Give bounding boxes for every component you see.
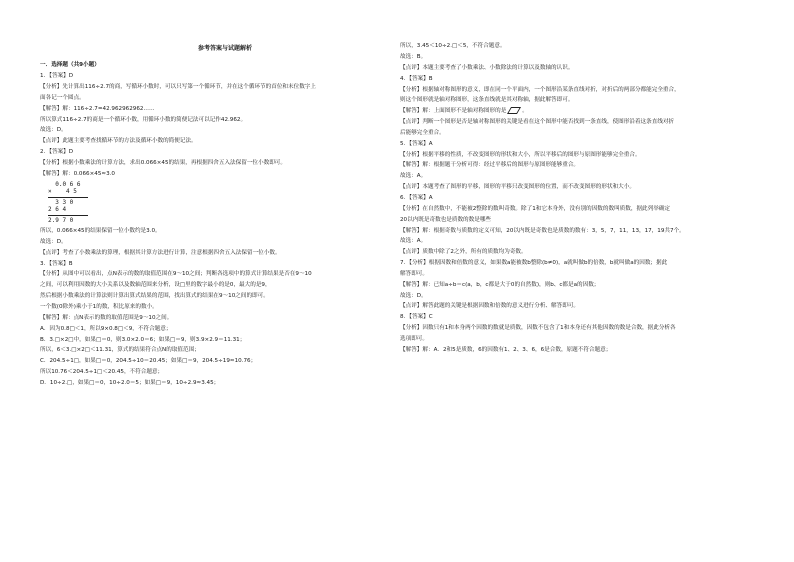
line-text: 1．【答案】D [40, 73, 74, 80]
line-text: 【分析】根据小数乘法的计算方法，求出0.066×45的结果，再根据四舍五入法保留一位小数即可。 [40, 159, 286, 166]
text-line [400, 216, 770, 225]
text-line [400, 172, 770, 181]
line-text: 【点评】本题主要考查了小数乘法、小数除法的计算以及数轴的认识。 [400, 64, 574, 71]
text-line [40, 270, 410, 279]
line-text: 所以，0.066×45的结果保留一位小数约是3.0。 [40, 228, 161, 235]
line-text: 3．【答案】B [40, 260, 73, 267]
text-line [400, 96, 770, 105]
text-line [40, 336, 410, 345]
parallelogram-icon [507, 107, 521, 114]
right-column [400, 0, 770, 357]
line-text: 【点评】判断一个图形是否是轴对称图形的关键是看在这个图形中能否找到一条直线，使图形沿着这条直线对折 [400, 119, 675, 126]
text-line [400, 324, 770, 333]
text-line [400, 281, 770, 290]
line-text: 【解答】解：116÷2.7=42.962962962…… [40, 105, 155, 112]
line-text: 然后根据小数乘法的计算法则计算出算式结果的范围，找出算式的结果在9～10之间的即可。 [40, 293, 269, 300]
line-text: 【点评】质数中除了2之外，所有的质数均为奇数。 [400, 249, 527, 256]
text-line [40, 368, 410, 377]
text-line [400, 161, 770, 170]
text-line [400, 42, 770, 51]
line-text: 2．【答案】D [40, 149, 74, 156]
text-line [400, 335, 770, 344]
text-line [400, 118, 770, 127]
left-column [40, 0, 410, 390]
text-line [40, 314, 410, 323]
text-line [400, 292, 770, 301]
calc-row: × 4 5 [48, 188, 77, 196]
line-text: 【点评】本题考查了图形的平移，图形的平移只改变图形的位置，而不改变图形的形状和大小。 [400, 184, 635, 191]
text-line [400, 259, 770, 268]
line-text: 故选：B。 [400, 54, 427, 61]
line-text: 故选：D。 [40, 127, 67, 134]
answer-line [40, 260, 410, 269]
answer-line [400, 313, 770, 322]
line-text: 20以内既是奇数也是质数的数是哪些 [400, 216, 492, 223]
section-heading [40, 61, 410, 70]
line-text: 【解答】解：上面图形不是轴对称图形的是 [400, 108, 507, 115]
text-line [40, 105, 410, 114]
calc-row: 2.9 7 0 [48, 216, 74, 224]
line-text: 故选：A。 [400, 238, 427, 245]
text-line [40, 281, 410, 290]
line-text: 选项即可。 [400, 335, 428, 342]
line-text: 【分析】根据平移的性质，不改变图形的形状和大小，所以平移后的图形与原图形能够完全重合。 [400, 151, 641, 158]
text-line [40, 325, 410, 334]
line-text: 所以，3.45＜10÷2.□＜5，不符合题意。 [400, 43, 506, 50]
text-line [400, 53, 770, 62]
line-text: 【点评】解答此题的关键是根据因数和倍数的意义进行分析、解答即可。 [400, 303, 580, 310]
line-text: 8．【答案】C [400, 314, 433, 321]
answer-line [40, 72, 410, 81]
calc-rule [48, 215, 88, 216]
text-line [40, 116, 410, 125]
line-text: B．3.□×2□中，如果□＝0，则3.0×2.0＝6；如果□＝9，则3.9×2.9＝11.31； [40, 336, 246, 343]
line-text: 【分析】根据轴对称图形的意义，即在同一个平面内，一个图形沿某条直线对折，对折后的两部分都能完全重合， [400, 86, 680, 93]
text-line [40, 227, 410, 236]
line-text: 则这个图形就是轴对称图形，这条直线就是其对称轴，据此解答即可。 [400, 97, 574, 104]
line-text: 6．【答案】A [400, 195, 433, 201]
text-line [40, 159, 410, 168]
line-text: 故选：D。 [400, 292, 427, 299]
text-line [400, 346, 770, 355]
line-text: 面各记一个圆点。 [40, 94, 85, 101]
line-text: 【解答】解：0.066×45≈3.0 [40, 170, 115, 177]
text-line [40, 357, 410, 366]
line-text: 【点评】此题主要考查找循环节的方法及循环小数的简便记法。 [40, 138, 197, 145]
line-text: 【解答】解：点N表示的数的取值范围是9～10之间。 [40, 314, 173, 321]
calc-row: 2 6 4 [48, 206, 67, 214]
line-text: 解答即可。 [400, 270, 428, 277]
line-text: 4．【答案】B [400, 75, 433, 82]
line-text: 【分析】从图中可以看出，点N表示的数的取值范围在9～10之间；判断各选项中的算式计算结果是否在9～10 [40, 271, 312, 278]
text-line [40, 303, 410, 312]
text-line [400, 270, 770, 279]
vertical-multiplication [48, 181, 410, 225]
text-line [400, 183, 770, 192]
text-line [400, 237, 770, 246]
text-line [40, 126, 410, 135]
line-text: 【解答】解：根据奇数与质数的定义可知，20以内既是奇数也是质数的数有：3，5，7，11，13，17，19共7个。 [400, 227, 685, 234]
text-line [40, 170, 410, 179]
line-text: A．因为0.8□＜1，所以9×0.8□＜9，不符合题意； [40, 325, 172, 332]
line-text: 所以，6＜3.□×2□＜11.31，算式的结果符合点N的取值范围； [40, 347, 200, 354]
line-text: 【解答】解：已知a÷b＝c(a，b，c都是大于0的自然数)，则b、c都是a的因数； [400, 281, 600, 288]
answer-line [40, 148, 410, 157]
text-line [400, 248, 770, 257]
text-line [40, 292, 410, 301]
calc-row: 3 3 0 [48, 198, 74, 206]
text-line [400, 302, 770, 311]
line-text: 一．选择题（共9小题） [40, 62, 100, 69]
line-text: 所以10.76＜204.5÷1□＜20.45，不符合题意； [40, 369, 164, 376]
text-line [400, 151, 770, 160]
text-line [400, 205, 770, 214]
answer-line [400, 75, 770, 84]
line-text: D．10÷2.□，如果□＝0，10÷2.0＝5；如果□＝9，10÷2.9≈3.45； [40, 379, 220, 386]
text-line [40, 83, 410, 92]
line-text: 一个数(0除外)乘小于1的数，积比原来的数小。 [40, 303, 158, 310]
text-line [400, 129, 770, 138]
text-line [40, 379, 410, 388]
text-line [400, 64, 770, 73]
text-line [40, 346, 410, 355]
page-title: 参考答案与试题解析 [197, 45, 252, 52]
text-line [40, 137, 410, 146]
text-line: 【解答】解：上面图形不是轴对称图形的是 。 [400, 108, 528, 115]
line-text: 故选：D。 [40, 238, 67, 245]
line-text: 【分析】在自然数中，不能被2整除的数叫奇数。除了1和它本身外，没有别的因数的数叫质数，据此列举确定 [400, 205, 671, 212]
line-text: C．204.5÷1□，如果□＝0，204.5÷10＝20.45；如果□＝9，204.5÷19≈10.76； [40, 358, 257, 365]
line-text: 【分析】因数只有1和本身两个因数的数就是质数，因数不包含了1和本身还有其他因数的数是合数，据此分析各 [400, 325, 676, 332]
text-line [40, 238, 410, 247]
line-text: 【解答】解：根据题干分析可得：经过平移后的图形与原图形能够重合。 [400, 162, 580, 169]
calc-rule [48, 197, 88, 198]
line-text: 5．【答案】A [400, 140, 433, 147]
text-line [40, 94, 410, 103]
line-text: 7．【分析】根据因数和倍数的意义，如果数a能被数b整除(b≠0)，a就叫做b的倍数，b就叫做a的因数；据此 [400, 260, 668, 267]
line-text: 之间，可以利用因数的大小关系以及数轴范围来分析，设□里的数字最小的是0，最大的是9， [40, 282, 271, 289]
answer-line [400, 194, 770, 203]
text-line [40, 249, 410, 258]
line-text: 故选：A。 [400, 173, 427, 180]
line-text: 所以算式116÷2.7的商是一个循环小数，用循环小数的简便记法可以记作42.9̇6̇2̇。 [40, 116, 247, 123]
line-text: 【点评】考查了小数乘法的算理，根据其计算方法进行计算，注意根据四舍五入法保留一位小数。 [40, 249, 281, 256]
answer-line [400, 140, 770, 149]
text-line [400, 227, 770, 236]
text-line [400, 86, 770, 95]
line-text: 【解答】解：A．2和5是质数，6的因数有1、2、3、6，6是合数，原题不符合题意； [400, 346, 612, 353]
line-text: 后能够完全重合。 [400, 129, 445, 136]
line-text: 【分析】先计算出116÷2.7的商，写循环小数时，可以只写第一个循环节，并在这个循环节的首位和末位数字上 [40, 83, 316, 90]
calc-row: 0.0 6 6 [48, 180, 81, 188]
